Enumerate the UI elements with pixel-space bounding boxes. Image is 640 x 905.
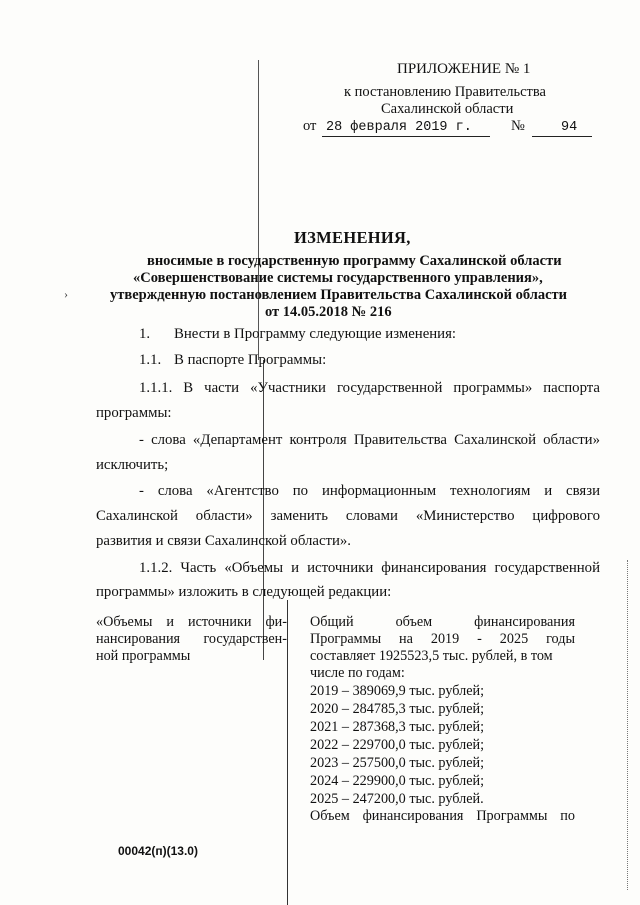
table-right-line-1: Общий объем финансирования	[310, 614, 575, 630]
item-1-1-number: 1.1.	[139, 352, 162, 368]
date-prefix: от	[303, 118, 317, 134]
table-right-last-line: Объем финансирования Программы по	[310, 808, 575, 824]
year-line-2020: 2020 – 284785,3 тыс. рублей;	[310, 701, 485, 717]
bullet-a-line-2: исключить;	[96, 457, 169, 473]
year-line-2024: 2024 – 229900,0 тыс. рублей;	[310, 773, 485, 789]
region-name: Сахалинской области	[381, 101, 514, 117]
year-line-2022: 2022 – 229700,0 тыс. рублей;	[310, 737, 485, 753]
year-line-2023: 2023 – 257500,0 тыс. рублей;	[310, 755, 485, 771]
title-line-2: «Совершенствование системы государственного управления»,	[133, 270, 543, 286]
resolution-reference: к постановлению Правительства	[344, 84, 546, 100]
item-1-1-text: В паспорте Программы:	[174, 352, 327, 368]
title-line-1: вносимые в государственную программу Сахалинской области	[147, 253, 562, 269]
item-1-1-1-line-2: программы:	[96, 405, 172, 421]
title-line-4: от 14.05.2018 № 216	[265, 304, 392, 320]
scan-mark: ›	[64, 287, 68, 301]
number-value: 94	[561, 120, 578, 135]
table-right-line-4: числе по годам:	[310, 665, 405, 681]
item-1-1-2-line-2: программы» изложить в следующей редакции:	[96, 584, 392, 600]
item-1-number: 1.	[139, 326, 151, 342]
year-line-2021: 2021 – 287368,3 тыс. рублей;	[310, 719, 485, 735]
scan-edge-dots	[627, 560, 629, 890]
document-code: 00042(п)(13.0)	[118, 844, 198, 858]
year-line-2025: 2025 – 247200,0 тыс. рублей.	[310, 791, 484, 807]
table-right-line-2: Программы на 2019 - 2025 годы	[310, 631, 575, 647]
bullet-b-line-1: - слова «Агентство по информационным технологиям и связи	[139, 483, 600, 499]
bullet-b-line-3: развития и связи Сахалинской области».	[96, 533, 351, 549]
year-line-2019: 2019 – 389069,9 тыс. рублей;	[310, 683, 485, 699]
table-left-line-3: ной программы	[96, 648, 191, 664]
date-value: 28 февраля 2019 г.	[326, 120, 472, 135]
document-title: ИЗМЕНЕНИЯ,	[294, 228, 411, 247]
scan-artifact-line	[287, 600, 288, 905]
scan-artifact-line	[258, 60, 259, 360]
bullet-a-line-1: - слова «Департамент контроля Правительства Сахалинской области»	[139, 432, 600, 448]
table-left-line-1: «Объемы и источники фи-	[96, 614, 287, 630]
bullet-b-line-2: Сахалинской области» заменить словами «Министерство цифрового	[96, 508, 600, 524]
table-left-line-2: нансирования государствен-	[96, 631, 287, 647]
item-1-text: Внести в Программу следующие изменения:	[174, 326, 457, 342]
table-right-line-3: составляет 1925523,5 тыс. рублей, в том	[310, 648, 553, 664]
item-1-1-1-line-1: 1.1.1. В части «Участники государственной программы» паспорта	[139, 380, 600, 396]
date-underline	[322, 136, 490, 137]
item-1-1-2-line-1: 1.1.2. Часть «Объемы и источники финансирования государственной	[139, 560, 600, 576]
number-sign: №	[511, 118, 525, 134]
title-line-3: утвержденную постановлением Правительства Сахалинской области	[110, 287, 568, 303]
appendix-heading: ПРИЛОЖЕНИЕ № 1	[397, 61, 531, 77]
number-underline	[532, 136, 592, 137]
